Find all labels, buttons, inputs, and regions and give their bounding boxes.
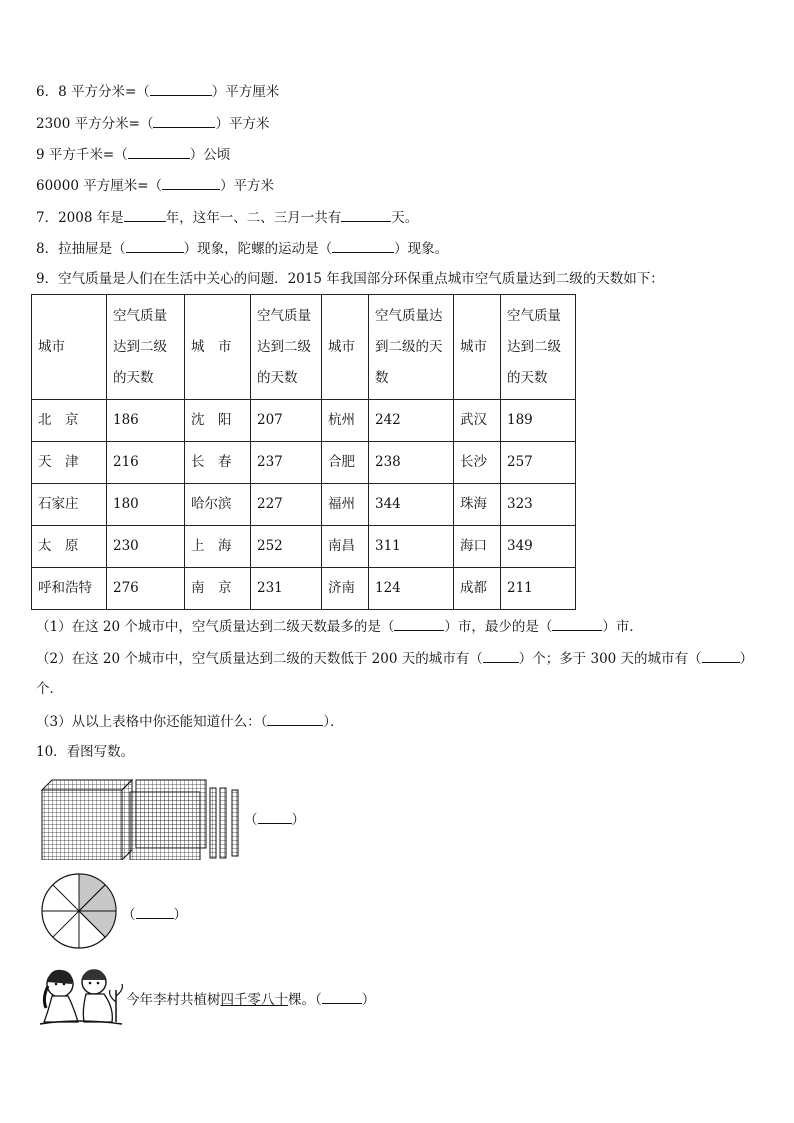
table-row xyxy=(32,568,576,610)
q6-line-2: 2300 平方分米=（ ）平方米 xyxy=(36,116,270,132)
city-cell: 呼和浩特 xyxy=(32,568,107,610)
answer-blank[interactable] xyxy=(267,712,323,726)
days-cell: 230 xyxy=(107,526,185,568)
pie-answer-group: （ ） xyxy=(122,907,187,923)
q6-line-1: 6．8 平方分米=（ ）平方厘米 xyxy=(36,84,280,100)
city-cell: 石家庄 xyxy=(32,484,107,526)
answer-blank[interactable] xyxy=(126,239,184,253)
q9-sub2-cont: 个． xyxy=(36,681,63,697)
days-cell: 276 xyxy=(107,568,185,610)
answer-blank[interactable] xyxy=(332,239,394,253)
city-cell: 哈尔滨 xyxy=(185,484,251,526)
city-cell: 合肥 xyxy=(322,442,369,484)
header-days: 空气质量达 到二级的天 数 xyxy=(369,295,454,400)
air-quality-table xyxy=(31,294,576,610)
city-cell: 济南 xyxy=(322,568,369,610)
city-cell: 珠海 xyxy=(454,484,501,526)
city-cell: 天 津 xyxy=(32,442,107,484)
q7-line: 7．2008 年是 年，这年一、二、三月一共有 天。 xyxy=(36,210,419,226)
days-cell: 311 xyxy=(369,526,454,568)
answer-blank[interactable] xyxy=(258,810,292,824)
answer-blank[interactable] xyxy=(483,649,519,663)
days-cell: 216 xyxy=(107,442,185,484)
days-cell: 207 xyxy=(251,400,322,442)
answer-blank[interactable] xyxy=(124,208,166,222)
header-city: 城市 xyxy=(32,295,107,400)
days-cell: 344 xyxy=(369,484,454,526)
city-cell: 沈 阳 xyxy=(185,400,251,442)
days-cell: 323 xyxy=(501,484,576,526)
table-row xyxy=(32,484,576,526)
days-cell: 180 xyxy=(107,484,185,526)
table-row xyxy=(32,526,576,568)
fraction-circle-icon xyxy=(40,872,120,952)
answer-blank[interactable] xyxy=(322,990,362,1004)
days-cell: 237 xyxy=(251,442,322,484)
days-cell: 231 xyxy=(251,568,322,610)
underlined-number-words: 四千零八十 xyxy=(220,992,288,1008)
q9-sub1: （1）在这 20 个城市中，空气质量达到二级天数最多的是（ ）市，最少的是（ ）市． xyxy=(36,619,643,635)
city-cell: 福州 xyxy=(322,484,369,526)
q6-line-4: 60000 平方厘米=（ ）平方米 xyxy=(36,178,275,194)
days-cell: 257 xyxy=(501,442,576,484)
city-cell: 海口 xyxy=(454,526,501,568)
answer-blank[interactable] xyxy=(552,617,602,631)
answer-blank[interactable] xyxy=(162,176,220,190)
kids-sentence: 今年李村共植树四千零八十棵。（ ） xyxy=(126,992,376,1008)
city-cell: 北 京 xyxy=(32,400,107,442)
fraction-circle-figure xyxy=(40,872,187,956)
city-cell: 长 春 xyxy=(185,442,251,484)
days-cell: 227 xyxy=(251,484,322,526)
days-cell: 349 xyxy=(501,526,576,568)
header-days: 空气质量 达到二级 的天数 xyxy=(251,295,322,400)
header-city: 城市 xyxy=(454,295,501,400)
q6-line-3: 9 平方千米=（ ）公顷 xyxy=(36,147,231,163)
cube-answer-group: （ ） xyxy=(244,812,305,828)
answer-blank[interactable] xyxy=(150,82,212,96)
answer-blank[interactable] xyxy=(136,905,174,919)
q8-line: 8．拉抽屉是（ ）现象，陀螺的运动是（ ）现象。 xyxy=(36,241,449,257)
city-cell: 上 海 xyxy=(185,526,251,568)
days-cell: 211 xyxy=(501,568,576,610)
q9-intro: 9．空气质量是人们在生活中关心的问题．2015 年我国部分环保重点城市空气质量达到二级的天数如下： xyxy=(36,271,664,287)
days-cell: 186 xyxy=(107,400,185,442)
answer-blank[interactable] xyxy=(153,114,215,128)
table-header-row xyxy=(32,295,576,400)
header-days: 空气质量 达到二级 的天数 xyxy=(107,295,185,400)
q9-sub3: （3）从以上表格中你还能知道什么：（ ）． xyxy=(36,714,344,730)
city-cell: 太 原 xyxy=(32,526,107,568)
days-cell: 242 xyxy=(369,400,454,442)
answer-blank[interactable] xyxy=(702,649,740,663)
table-row xyxy=(32,400,576,442)
answer-blank[interactable] xyxy=(341,208,391,222)
city-cell: 成都 xyxy=(454,568,501,610)
city-cell: 南昌 xyxy=(322,526,369,568)
table-row xyxy=(32,442,576,484)
header-city: 城 市 xyxy=(185,295,251,400)
header-days: 空气质量 达到二级 的天数 xyxy=(501,295,576,400)
city-cell: 长沙 xyxy=(454,442,501,484)
city-cell: 杭州 xyxy=(322,400,369,442)
children-illustration-icon xyxy=(38,962,124,1026)
city-cell: 南 京 xyxy=(185,568,251,610)
days-cell: 124 xyxy=(369,568,454,610)
answer-blank[interactable] xyxy=(128,145,190,159)
days-cell: 252 xyxy=(251,526,322,568)
q9-sub2: （2）在这 20 个城市中，空气质量达到二级的天数低于 200 天的城市有（ ）个；多于 300 天的城市有（ ） xyxy=(36,651,754,667)
header-city: 城市 xyxy=(322,295,369,400)
city-cell: 武汉 xyxy=(454,400,501,442)
base-ten-blocks-figure xyxy=(40,776,310,864)
days-cell: 189 xyxy=(501,400,576,442)
answer-blank[interactable] xyxy=(394,617,444,631)
days-cell: 238 xyxy=(369,442,454,484)
q10-title: 10．看图写数。 xyxy=(36,744,135,760)
tree-planting-figure xyxy=(38,962,376,1030)
